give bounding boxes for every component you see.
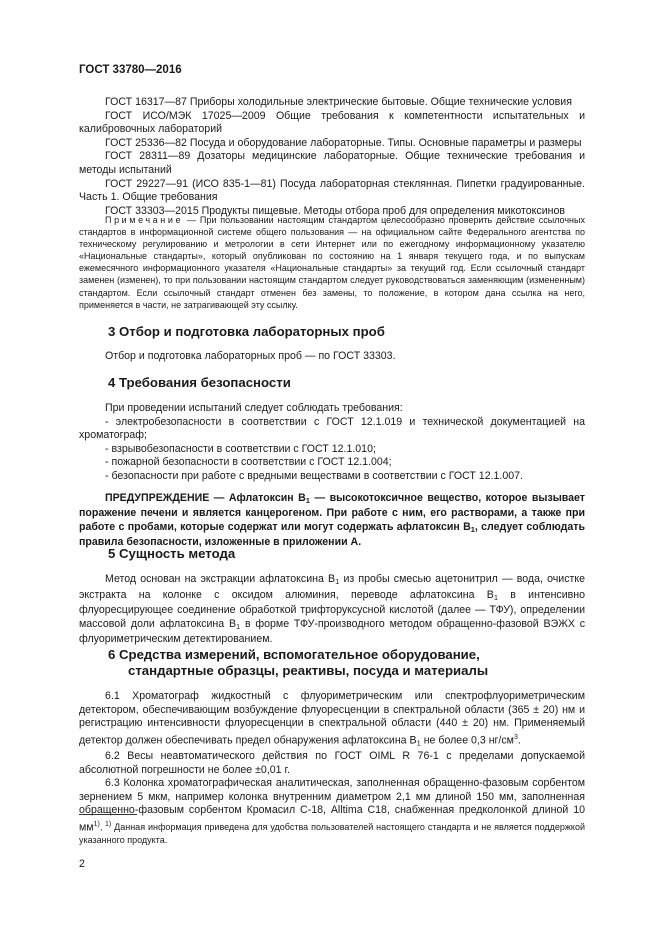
footnote bbox=[79, 819, 585, 846]
note-block bbox=[79, 214, 585, 311]
clause-6-2: 6.2 Весы неавтоматического действия по ГОСТ OIML R 76-1 с пределами допускаемой абсолютной погрешности не более ±0,01 г. bbox=[79, 749, 585, 776]
section-5-body bbox=[79, 573, 585, 647]
clause-6-1: 6.1 Хроматограф жидкостный с флуориметрическим или спектрофлуориметрическим детектором, обеспечивающим возбуждение флуоресценции в спектральной области (365 ± 20) нм и регистрацию интенсивности флуоресценции в спектральной области (440 ± 20) нм. Применяемый детектор должен обеспечивать предел обнаружения афлатоксина $B_1$ не более 0,3 $нг/см^3$. bbox=[79, 690, 585, 748]
document-header: ГОСТ 33780—2016 bbox=[79, 64, 182, 76]
note-text: — При пользовании настоящим стандартом целесообразно проверить действие ссылочных стандартов в информационной системе общего пользования — на официальном сайте Федерального агентства по техническому регулированию и метрологии в сети Интернет или по ежегодному информационному указателю «Национальные стандарты», который опубликован по состоянию на 1 января текущего года, и по выпускам ежемесячного информационного указателя «Национальные стандарты» за текущий год. Если ссылочный стандарт заменен (изменен), то при пользовании настоящим стандартом следует руководствоваться заменяющим (измененным) стандартом. Если ссылочный стандарт отменен без замены, то положение, в котором дана ссылка на него, применяется в части, не затрагивающей эту ссылку. bbox=[79, 215, 585, 310]
requirement-item: - безопасности при работе с вредными веществами в соответствии с ГОСТ 12.1.007. bbox=[105, 469, 523, 482]
reference-item: ГОСТ 29227—91 (ИСО 835-1—81) Посуда лабораторная стеклянная. Пипетки градуированные. Часть 1. Общие требования bbox=[79, 177, 585, 204]
reference-item: ГОСТ 16317—87 Приборы холодильные электрические бытовые. Общие технические условия bbox=[105, 96, 572, 108]
requirement-item: - электробезопасности в соответствии с ГОСТ 12.1.019 и технической документацией на хроматограф; bbox=[79, 415, 585, 442]
safety-warning: ПРЕДУПРЕЖДЕНИЕ — Афлатоксин $B_1$ — высокотоксичное вещество, которое вызывает поражение печени и является канцерогеном. При работе с ним, его растворами, а также при работе с пробами, которые содержат или могут содержать афлатоксин $B_1$, следует соблюдать правила безопасности, изложенные в приложении А. bbox=[79, 491, 585, 549]
section-3-body bbox=[79, 350, 585, 364]
section-6-body bbox=[79, 690, 585, 835]
reference-item: ГОСТ 28311—89 Дозаторы медицинские лабораторные. Общие технические требования и методы испытаний bbox=[79, 150, 585, 176]
footnote-reference: 1) bbox=[93, 820, 100, 828]
requirement-item: - пожарной безопасности в соответствии с ГОСТ 12.1.004; bbox=[105, 456, 392, 469]
section-4-body bbox=[79, 402, 585, 550]
section-6-heading: 6 Средства измерений, вспомогательное оборудование, стандартные образцы, реактивы, посуда и материалы bbox=[108, 647, 489, 678]
section-3-heading: 3 Отбор и подготовка лабораторных проб bbox=[108, 324, 385, 339]
section-3-text: Отбор и подготовка лабораторных проб — по ГОСТ 33303. bbox=[105, 350, 396, 362]
section-5-heading: 5 Сущность метода bbox=[108, 546, 236, 561]
normative-references bbox=[79, 96, 585, 218]
section-5-text: Метод основан на экстракции афлатоксина $B_1$ из пробы смесью ацетонитрил — вода, очистке экстракта на колонке с оксидом алюминия, переводе афлатоксина $B_1$ в интенсивно флуоресцирующее соединение обработкой трифторуксусной кислотой (далее — ТФУ), определении массовой доли афлатоксина $B_1$ в форме ТФУ-производного методом обращенно-фазовой ВЭЖХ с флуориметрическим детектированием. bbox=[79, 573, 586, 646]
page-number: 2 bbox=[79, 858, 85, 870]
section-4-intro: При проведении испытаний следует соблюдать требования: bbox=[105, 402, 403, 414]
note-label: Примечание bbox=[105, 215, 184, 225]
clause-6-3: 6.3 Колонка хроматографическая аналитическая, заполненная обращенно-фазовым сорбентом зернением 5 мкм, например колонка внутренним диаметром 2,1 мм длиной 150 мм, заполненная обращенно-фазовым сорбентом Кромасил С-18, Alltima C18, снабженная предколонкой длиной 10 $мм^{1)}$. bbox=[79, 777, 585, 834]
reference-item: ГОСТ 33303—2015 Продукты пищевые. Методы отбора проб для определения микотоксинов bbox=[105, 204, 566, 217]
requirement-item: - взрывобезопасности в соответствии с ГОСТ 12.1.010; bbox=[105, 442, 376, 455]
footnote-mark: 1) bbox=[105, 821, 112, 828]
footnote-divider bbox=[79, 814, 137, 815]
footnote-text: Данная информация приведена для удобства пользователей настоящего стандарта и не является поддержкой указанного продукта. bbox=[79, 822, 585, 845]
reference-item: ГОСТ ИСО/МЭК 17025—2009 Общие требования к компетентности испытательных и калибровочных лабораторий bbox=[79, 109, 585, 136]
section-4-heading: 4 Требования безопасности bbox=[108, 375, 291, 390]
reference-item: ГОСТ 25336—82 Посуда и оборудование лабораторные. Типы. Основные параметры и размеры bbox=[105, 136, 582, 149]
